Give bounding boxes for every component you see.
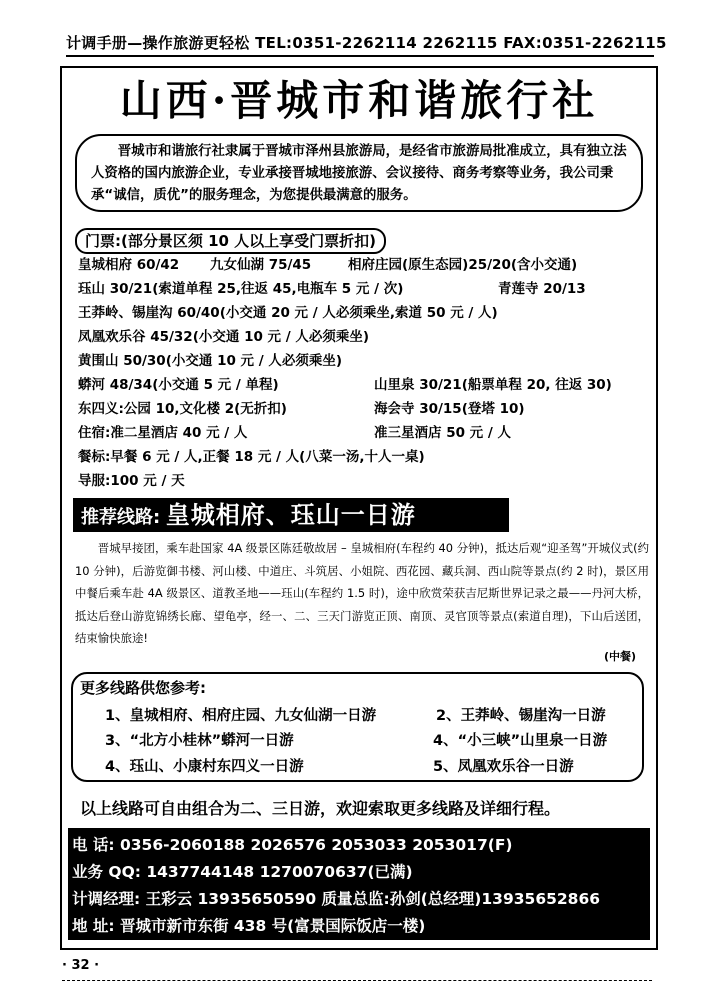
- ticket-line: 九女仙湖 75/45: [210, 257, 312, 273]
- contact-qq: 业务 QQ: 1437744148 1270070637(已满): [72, 863, 413, 881]
- header-divider: [66, 55, 654, 57]
- ticket-line: 凤凰欢乐谷 45/32(小交通 10 元 / 人必须乘坐): [78, 329, 370, 345]
- contact-address: 地 址: 晋城市新市东街 438 号(富景国际饭店一楼): [72, 917, 426, 935]
- combo-note: 以上线路可自由组合为二、三日游，欢迎索取更多线路及详细行程。: [80, 799, 561, 818]
- meal-note: (中餐): [604, 650, 637, 663]
- ticket-line: 相府庄园(原生态园)25/20(含小交通): [348, 257, 578, 273]
- guide-line: 导服:100 元 / 天: [78, 473, 185, 489]
- ticket-line: 蟒河 48/34(小交通 5 元 / 单程): [78, 377, 279, 393]
- route-banner-label: 推荐线路:: [81, 507, 161, 528]
- meal-line: 餐标:早餐 6 元 / 人,正餐 18 元 / 人(八菜一汤,十人一桌): [78, 449, 425, 465]
- contact-manager: 计调经理: 王彩云 13935650590 质量总监:孙剑(总经理)13935652866: [72, 890, 601, 908]
- ticket-line: 东四义:公园 10,文化楼 2(无折扣): [78, 401, 287, 417]
- route-option: 2、王莽岭、锡崖沟一日游: [436, 708, 606, 724]
- ticket-line: 皇城相府 60/42: [78, 257, 180, 273]
- route-option: 4、“小三峡”山里泉一日游: [433, 733, 608, 749]
- tickets-heading: 门票:(部分景区须 10 人以上享受门票折扣): [75, 228, 386, 254]
- lodging-line: 住宿:准二星酒店 40 元 / 人: [78, 425, 248, 441]
- ticket-line: 黄围山 50/30(小交通 10 元 / 人必须乘坐): [78, 353, 343, 369]
- route-banner-name: 皇城相府、珏山一日游: [165, 501, 416, 529]
- contact-phone: 电 话: 0356-2060188 2026576 2053033 2053017(F): [72, 836, 513, 854]
- page-number: · 32 ·: [62, 958, 100, 973]
- agency-title: 山西·晋城市和谐旅行社: [119, 76, 599, 125]
- route-option: 4、珏山、小康村东四义一日游: [105, 759, 304, 775]
- ticket-line: 山里泉 30/21(船票单程 20, 往返 30): [374, 377, 612, 393]
- route-option: 1、皇城相府、相府庄园、九女仙湖一日游: [105, 708, 377, 724]
- ticket-line: 海会寺 30/15(登塔 10): [374, 401, 525, 417]
- footer-divider: [62, 980, 652, 981]
- route-option: 5、凤凰欢乐谷一日游: [433, 759, 574, 775]
- route-banner: [73, 498, 509, 532]
- ticket-line: 青莲寺 20/13: [498, 281, 586, 297]
- route-option: 3、“北方小桂林”蟒河一日游: [105, 733, 294, 749]
- more-routes-title: 更多线路供您参考:: [80, 679, 206, 697]
- agency-intro: 晋城市和谐旅行社隶属于晋城市泽州县旅游局，是经省市旅游局批准成立，具有独立法人资格的国内旅游企业，专业承接晋城地接旅游、会议接待、商务考察等业务，我公司秉承“诚信，质优”的服务理念，为您提供最满意的服务。: [75, 134, 643, 212]
- ticket-line: 珏山 30/21(索道单程 25,往返 45,电瓶车 5 元 / 次): [78, 281, 404, 297]
- lodging-line: 准三星酒店 50 元 / 人: [374, 425, 512, 441]
- route-description: 晋城早接团，乘车赴国家 4A 级景区陈廷敬故居 – 皇城相府(车程约 40 分钟)，抵达后观“迎圣驾”开城仪式(约 10 分钟)，后游览御书楼、河山楼、中道庄、斗筑居、小姐院、西花园、藏兵洞、西山院等景点(约 2 时)，景区用中餐后乘车赴 4A 级景区、道教圣地——珏山(车程约 1.5 时)，途中欣赏荣获吉尼斯世界记录之最——丹河大桥，抵达后登山游览锦绣长廊、望龟亭，经一、二、三天门游览正顶、南顶、灵官顶等景点(索道自理)，下山后送团，结束愉快旅途!: [75, 541, 649, 645]
- page-header: 计调手册—操作旅游更轻松 TEL:0351-2262114 2262115 FAX:0351-2262115: [66, 34, 667, 52]
- ticket-line: 王莽岭、锡崖沟 60/40(小交通 20 元 / 人必须乘坐,索道 50 元 / 人): [78, 305, 498, 321]
